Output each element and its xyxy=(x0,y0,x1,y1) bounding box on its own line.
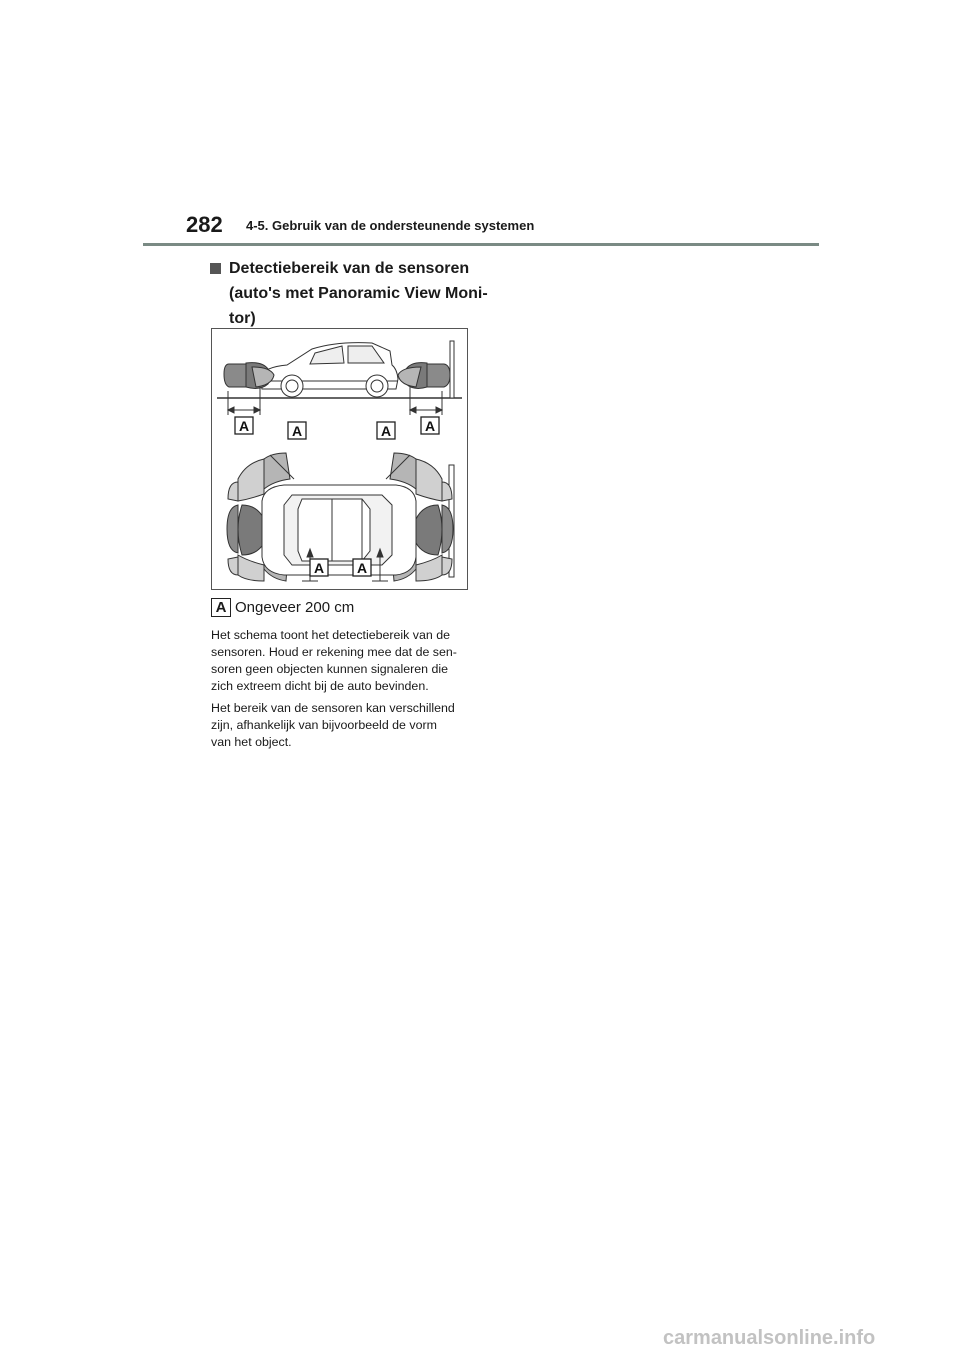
sensor-range-figure xyxy=(211,328,468,590)
callout-a-1: A xyxy=(238,418,250,434)
square-bullet-icon xyxy=(210,263,221,274)
side-view xyxy=(217,341,462,415)
paragraph-line: Het schema toont het detectiebereik van de xyxy=(211,628,451,642)
legend-text: Ongeveer 200 cm xyxy=(235,599,355,616)
page-number: 282 xyxy=(186,212,223,237)
paragraph-line: sensoren. Houd er rekening mee dat de sen- xyxy=(211,645,457,659)
section-heading xyxy=(210,256,488,331)
callout-a-2: A xyxy=(291,423,303,439)
sensor-range-illustration xyxy=(212,329,469,591)
heading-line-2: (auto's met Panoramic View Moni- xyxy=(229,285,488,302)
watermark: carmanualsonline.info xyxy=(663,1327,876,1349)
side-view-labels xyxy=(235,417,439,439)
legend-badge: A xyxy=(211,598,231,617)
heading-line-1: Detectiebereik van de sensoren xyxy=(229,260,470,277)
paragraph-line: Het bereik van de sensoren kan verschillend xyxy=(211,701,455,715)
paragraph-2 xyxy=(211,700,471,751)
paragraph-line: soren geen objecten kunnen signaleren die xyxy=(211,662,448,676)
top-view xyxy=(227,453,454,581)
paragraph-1 xyxy=(211,627,471,695)
paragraph-line: zijn, afhankelijk van bijvoorbeeld de vorm xyxy=(211,718,437,732)
callout-a-3: A xyxy=(380,423,392,439)
callout-a-5: A xyxy=(313,560,325,576)
section-header: 4-5. Gebruik van de ondersteunende systemen xyxy=(246,218,535,233)
heading-line-3: tor) xyxy=(229,310,256,327)
callout-a-4: A xyxy=(424,418,436,434)
paragraph-line: van het object. xyxy=(211,735,292,749)
paragraph-line: zich extreem dicht bij de auto bevinden. xyxy=(211,679,429,693)
header-rule xyxy=(143,243,819,246)
callout-a-6: A xyxy=(356,560,368,576)
legend xyxy=(211,598,354,620)
